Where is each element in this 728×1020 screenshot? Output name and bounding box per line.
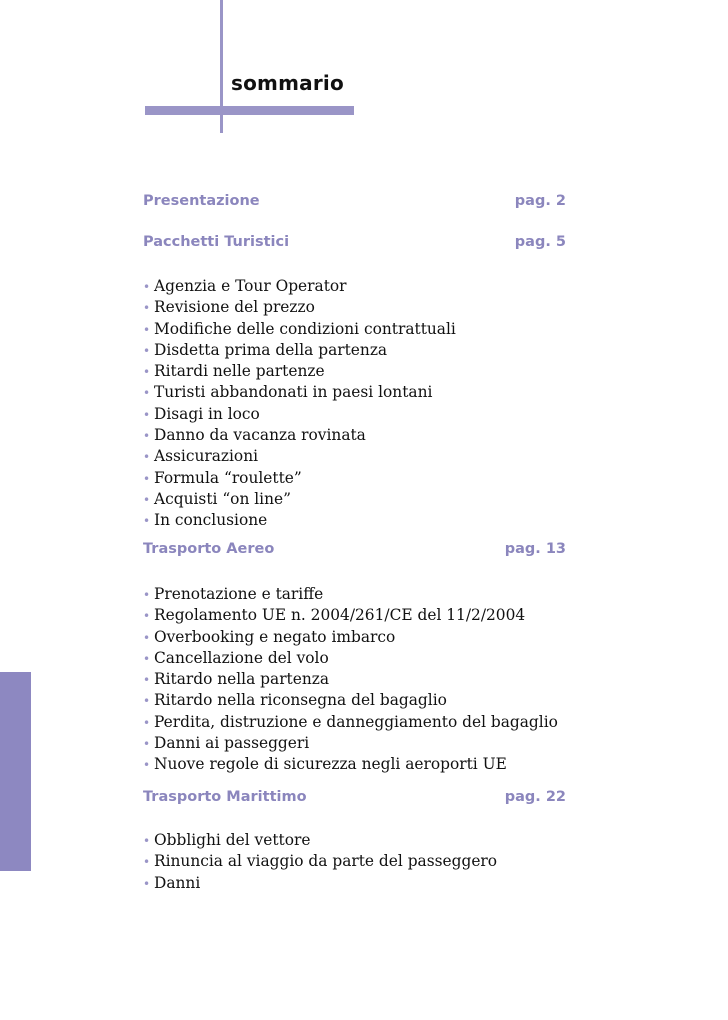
list-item: • Modifiche delle condizioni contrattuali <box>143 319 456 340</box>
section-title: Trasporto Aereo <box>143 541 275 557</box>
list-item: • Danno da vacanza rovinata <box>143 425 456 446</box>
section-title: Presentazione <box>143 193 260 209</box>
page-title: sommario <box>231 71 344 95</box>
list-item: • Nuove regole di sicurezza negli aeroporti UE <box>143 754 558 775</box>
list-item: • Revisione del prezzo <box>143 297 456 318</box>
list-item: • Obblighi del vettore <box>143 830 497 851</box>
bullet-icon: • <box>143 365 151 380</box>
bullet-icon: • <box>143 673 151 688</box>
bullet-icon: • <box>143 322 151 337</box>
list-item: • Ritardo nella partenza <box>143 669 558 690</box>
list-item: • Formula “roulette” <box>143 468 456 489</box>
list-item: • In conclusione <box>143 510 456 531</box>
bullet-icon: • <box>143 301 151 316</box>
list-item: • Perdita, distruzione e danneggiamento del bagaglio <box>143 712 558 733</box>
toc-section-heading <box>143 234 566 250</box>
bullet-icon: • <box>143 407 151 422</box>
bullet-icon: • <box>143 514 151 529</box>
section-item-list <box>143 276 456 532</box>
bullet-icon: • <box>143 492 151 507</box>
bullet-icon: • <box>143 694 151 709</box>
bullet-icon: • <box>143 715 151 730</box>
bullet-icon: • <box>143 855 151 870</box>
bullet-icon: • <box>143 758 151 773</box>
toc-section-heading <box>143 789 566 805</box>
toc-section-heading <box>143 541 566 557</box>
bullet-icon: • <box>143 343 151 358</box>
section-page: pag. 13 <box>504 541 566 557</box>
list-item: • Disdetta prima della partenza <box>143 340 456 361</box>
bullet-icon: • <box>143 450 151 465</box>
list-item: • Acquisti “on line” <box>143 489 456 510</box>
section-item-list <box>143 830 497 894</box>
bullet-icon: • <box>143 429 151 444</box>
bullet-icon: • <box>143 834 151 848</box>
list-item: • Rinuncia al viaggio da parte del passeggero <box>143 851 497 872</box>
bullet-icon: • <box>143 737 151 752</box>
section-page: pag. 2 <box>514 193 566 209</box>
bullet-icon: • <box>143 630 151 645</box>
bullet-icon: • <box>143 651 151 666</box>
list-item: • Agenzia e Tour Operator <box>143 276 456 297</box>
bullet-icon: • <box>143 386 151 401</box>
section-item-list <box>143 584 558 776</box>
list-item: • Ritardo nella riconsegna del bagaglio <box>143 690 558 711</box>
list-item: • Regolamento UE n. 2004/261/CE del 11/2/2004 <box>143 605 558 626</box>
bullet-icon: • <box>143 876 151 891</box>
header-underline-bar <box>145 106 354 115</box>
toc-section-heading <box>143 193 566 209</box>
section-page: pag. 22 <box>504 789 566 805</box>
list-item: • Disagi in loco <box>143 404 456 425</box>
list-item: • Overbooking e negato imbarco <box>143 627 558 648</box>
sidebar-decor-block <box>0 672 31 871</box>
bullet-icon: • <box>143 609 151 624</box>
list-item: • Prenotazione e tariffe <box>143 584 558 605</box>
list-item: • Ritardi nelle partenze <box>143 361 456 382</box>
list-item: • Assicurazioni <box>143 446 456 467</box>
list-item: • Danni <box>143 873 497 894</box>
list-item: • Turisti abbandonati in paesi lontani <box>143 382 456 403</box>
bullet-icon: • <box>143 588 151 602</box>
section-title: Trasporto Marittimo <box>143 789 307 805</box>
bullet-icon: • <box>143 280 151 294</box>
list-item: • Danni ai passeggeri <box>143 733 558 754</box>
section-title: Pacchetti Turistici <box>143 234 290 250</box>
bullet-icon: • <box>143 471 151 486</box>
list-item: • Cancellazione del volo <box>143 648 558 669</box>
section-page: pag. 5 <box>514 234 566 250</box>
